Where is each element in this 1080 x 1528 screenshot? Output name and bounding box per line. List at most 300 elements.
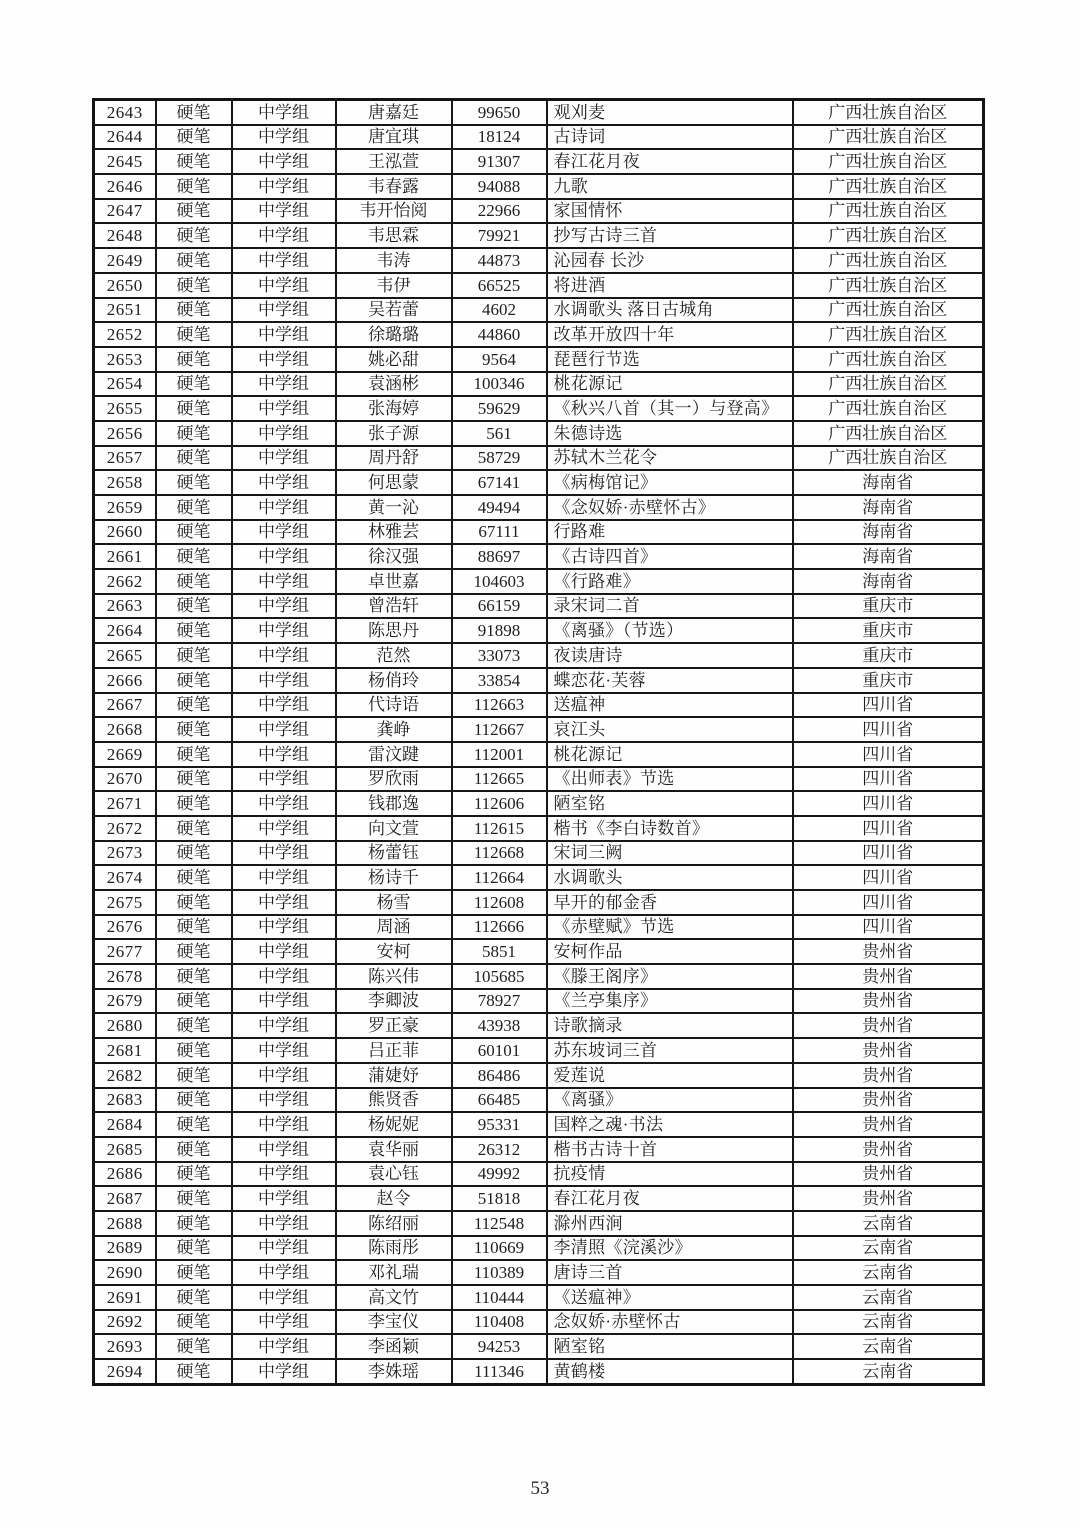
table-row	[94, 865, 984, 890]
table-row	[94, 717, 984, 742]
cell-contestant-name: 杨妮妮	[336, 1112, 452, 1137]
cell-pen-type: 硬笔	[156, 915, 232, 940]
table-row	[94, 1112, 984, 1137]
cell-contestant-name: 林雅芸	[336, 520, 452, 545]
cell-contestant-name: 熊贤香	[336, 1088, 452, 1113]
cell-serial-number: 2667	[94, 693, 156, 718]
table-row	[94, 199, 984, 224]
cell-province: 四川省	[793, 890, 984, 915]
cell-serial-number: 2684	[94, 1112, 156, 1137]
table-row	[94, 1236, 984, 1261]
cell-work-title: 夜读唐诗	[547, 643, 793, 668]
table-row	[94, 100, 984, 125]
cell-group: 中学组	[232, 989, 336, 1014]
table-row	[94, 470, 984, 495]
cell-contestant-name: 周丹舒	[336, 446, 452, 471]
cell-contestant-name: 姚必甜	[336, 347, 452, 372]
cell-province: 四川省	[793, 816, 984, 841]
table-row	[94, 594, 984, 619]
cell-pen-type: 硬笔	[156, 1334, 232, 1359]
cell-serial-number: 2691	[94, 1285, 156, 1310]
cell-entry-number: 43938	[452, 1013, 547, 1038]
cell-province: 重庆市	[793, 618, 984, 643]
cell-group: 中学组	[232, 273, 336, 298]
table-row	[94, 791, 984, 816]
cell-serial-number: 2648	[94, 223, 156, 248]
cell-province: 贵州省	[793, 1112, 984, 1137]
cell-group: 中学组	[232, 322, 336, 347]
cell-group: 中学组	[232, 100, 336, 125]
cell-contestant-name: 张子源	[336, 421, 452, 446]
cell-serial-number: 2663	[94, 594, 156, 619]
table-row	[94, 1063, 984, 1088]
cell-work-title: 《送瘟神》	[547, 1285, 793, 1310]
cell-entry-number: 58729	[452, 446, 547, 471]
table-row	[94, 816, 984, 841]
cell-pen-type: 硬笔	[156, 421, 232, 446]
cell-serial-number: 2686	[94, 1162, 156, 1187]
cell-group: 中学组	[232, 767, 336, 792]
cell-group: 中学组	[232, 1063, 336, 1088]
cell-work-title: 诗歌摘录	[547, 1013, 793, 1038]
table-row	[94, 1137, 984, 1162]
cell-work-title: 《兰亭集序》	[547, 989, 793, 1014]
cell-entry-number: 33854	[452, 668, 547, 693]
table-row	[94, 915, 984, 940]
cell-province: 广西壮族自治区	[793, 446, 984, 471]
cell-work-title: 沁园春 长沙	[547, 248, 793, 273]
cell-group: 中学组	[232, 693, 336, 718]
cell-entry-number: 33073	[452, 643, 547, 668]
cell-pen-type: 硬笔	[156, 520, 232, 545]
cell-province: 广西壮族自治区	[793, 298, 984, 323]
cell-serial-number: 2693	[94, 1334, 156, 1359]
cell-serial-number: 2681	[94, 1038, 156, 1063]
cell-group: 中学组	[232, 1186, 336, 1211]
cell-contestant-name: 李卿波	[336, 989, 452, 1014]
cell-province: 广西壮族自治区	[793, 396, 984, 421]
cell-work-title: 将进酒	[547, 273, 793, 298]
cell-group: 中学组	[232, 915, 336, 940]
cell-serial-number: 2662	[94, 569, 156, 594]
cell-group: 中学组	[232, 1359, 336, 1384]
cell-group: 中学组	[232, 1112, 336, 1137]
cell-group: 中学组	[232, 890, 336, 915]
cell-entry-number: 112001	[452, 742, 547, 767]
cell-entry-number: 112608	[452, 890, 547, 915]
cell-contestant-name: 张海婷	[336, 396, 452, 421]
cell-serial-number: 2677	[94, 939, 156, 964]
cell-contestant-name: 赵令	[336, 1186, 452, 1211]
cell-serial-number: 2653	[94, 347, 156, 372]
cell-contestant-name: 袁涵彬	[336, 372, 452, 397]
cell-contestant-name: 邓礼瑞	[336, 1260, 452, 1285]
cell-contestant-name: 罗欣雨	[336, 767, 452, 792]
cell-entry-number: 112668	[452, 841, 547, 866]
cell-serial-number: 2678	[94, 964, 156, 989]
cell-province: 广西壮族自治区	[793, 100, 984, 125]
table-row	[94, 939, 984, 964]
cell-work-title: 抗疫情	[547, 1162, 793, 1187]
cell-serial-number: 2690	[94, 1260, 156, 1285]
cell-group: 中学组	[232, 1310, 336, 1335]
cell-contestant-name: 韦思霖	[336, 223, 452, 248]
cell-group: 中学组	[232, 174, 336, 199]
table-row	[94, 347, 984, 372]
cell-serial-number: 2655	[94, 396, 156, 421]
cell-pen-type: 硬笔	[156, 544, 232, 569]
cell-entry-number: 44860	[452, 322, 547, 347]
cell-pen-type: 硬笔	[156, 989, 232, 1014]
cell-serial-number: 2647	[94, 199, 156, 224]
table-row	[94, 1186, 984, 1211]
cell-entry-number: 9564	[452, 347, 547, 372]
cell-serial-number: 2661	[94, 544, 156, 569]
cell-entry-number: 110408	[452, 1310, 547, 1335]
cell-entry-number: 112606	[452, 791, 547, 816]
cell-pen-type: 硬笔	[156, 742, 232, 767]
cell-pen-type: 硬笔	[156, 569, 232, 594]
cell-work-title: 《出师表》节选	[547, 767, 793, 792]
cell-work-title: 楷书《李白诗数首》	[547, 816, 793, 841]
cell-serial-number: 2656	[94, 421, 156, 446]
cell-serial-number: 2665	[94, 643, 156, 668]
cell-entry-number: 49494	[452, 495, 547, 520]
cell-contestant-name: 徐璐璐	[336, 322, 452, 347]
cell-pen-type: 硬笔	[156, 964, 232, 989]
results-table	[92, 98, 985, 1386]
cell-work-title: 《赤壁赋》节选	[547, 915, 793, 940]
cell-contestant-name: 杨蕾钰	[336, 841, 452, 866]
cell-pen-type: 硬笔	[156, 865, 232, 890]
cell-serial-number: 2672	[94, 816, 156, 841]
cell-entry-number: 86486	[452, 1063, 547, 1088]
cell-serial-number: 2652	[94, 322, 156, 347]
cell-serial-number: 2671	[94, 791, 156, 816]
cell-serial-number: 2685	[94, 1137, 156, 1162]
cell-contestant-name: 蒲婕妤	[336, 1063, 452, 1088]
cell-group: 中学组	[232, 618, 336, 643]
cell-serial-number: 2682	[94, 1063, 156, 1088]
cell-group: 中学组	[232, 149, 336, 174]
cell-pen-type: 硬笔	[156, 1137, 232, 1162]
cell-group: 中学组	[232, 199, 336, 224]
cell-entry-number: 112615	[452, 816, 547, 841]
cell-pen-type: 硬笔	[156, 322, 232, 347]
cell-group: 中学组	[232, 964, 336, 989]
cell-province: 重庆市	[793, 668, 984, 693]
cell-province: 贵州省	[793, 1162, 984, 1187]
cell-pen-type: 硬笔	[156, 594, 232, 619]
table-row	[94, 495, 984, 520]
cell-entry-number: 49992	[452, 1162, 547, 1187]
cell-group: 中学组	[232, 1260, 336, 1285]
cell-contestant-name: 韦涛	[336, 248, 452, 273]
cell-province: 云南省	[793, 1334, 984, 1359]
cell-contestant-name: 陈雨彤	[336, 1236, 452, 1261]
cell-entry-number: 44873	[452, 248, 547, 273]
cell-contestant-name: 袁华丽	[336, 1137, 452, 1162]
cell-serial-number: 2650	[94, 273, 156, 298]
cell-work-title: 安柯作品	[547, 939, 793, 964]
cell-pen-type: 硬笔	[156, 495, 232, 520]
cell-contestant-name: 陈兴伟	[336, 964, 452, 989]
cell-group: 中学组	[232, 470, 336, 495]
table-row	[94, 1162, 984, 1187]
cell-group: 中学组	[232, 939, 336, 964]
cell-serial-number: 2688	[94, 1211, 156, 1236]
cell-serial-number: 2679	[94, 989, 156, 1014]
cell-contestant-name: 杨诗千	[336, 865, 452, 890]
cell-group: 中学组	[232, 643, 336, 668]
cell-contestant-name: 安柯	[336, 939, 452, 964]
cell-entry-number: 94253	[452, 1334, 547, 1359]
cell-serial-number: 2675	[94, 890, 156, 915]
cell-entry-number: 5851	[452, 939, 547, 964]
cell-province: 广西壮族自治区	[793, 223, 984, 248]
table-row	[94, 693, 984, 718]
table-row	[94, 125, 984, 150]
cell-province: 贵州省	[793, 989, 984, 1014]
cell-contestant-name: 周涵	[336, 915, 452, 940]
cell-pen-type: 硬笔	[156, 693, 232, 718]
cell-contestant-name: 龚峥	[336, 717, 452, 742]
cell-work-title: 桃花源记	[547, 742, 793, 767]
cell-contestant-name: 韦伊	[336, 273, 452, 298]
cell-serial-number: 2659	[94, 495, 156, 520]
cell-entry-number: 112663	[452, 693, 547, 718]
table-row	[94, 520, 984, 545]
cell-serial-number: 2676	[94, 915, 156, 940]
cell-contestant-name: 袁心钰	[336, 1162, 452, 1187]
cell-entry-number: 26312	[452, 1137, 547, 1162]
cell-work-title: 《滕王阁序》	[547, 964, 793, 989]
cell-group: 中学组	[232, 816, 336, 841]
cell-group: 中学组	[232, 717, 336, 742]
cell-pen-type: 硬笔	[156, 618, 232, 643]
cell-serial-number: 2666	[94, 668, 156, 693]
cell-contestant-name: 陈绍丽	[336, 1211, 452, 1236]
table-row	[94, 1359, 984, 1384]
cell-province: 云南省	[793, 1310, 984, 1335]
cell-serial-number: 2644	[94, 125, 156, 150]
cell-pen-type: 硬笔	[156, 1310, 232, 1335]
cell-province: 海南省	[793, 544, 984, 569]
cell-pen-type: 硬笔	[156, 717, 232, 742]
cell-province: 重庆市	[793, 594, 984, 619]
cell-entry-number: 18124	[452, 125, 547, 150]
table-row	[94, 1310, 984, 1335]
cell-entry-number: 112667	[452, 717, 547, 742]
cell-work-title: 滁州西涧	[547, 1211, 793, 1236]
cell-province: 广西壮族自治区	[793, 322, 984, 347]
table-row	[94, 174, 984, 199]
cell-entry-number: 104603	[452, 569, 547, 594]
cell-group: 中学组	[232, 248, 336, 273]
cell-work-title: 水调歌头 落日古城角	[547, 298, 793, 323]
cell-work-title: 哀江头	[547, 717, 793, 742]
cell-province: 广西壮族自治区	[793, 199, 984, 224]
table-row	[94, 569, 984, 594]
cell-work-title: 水调歌头	[547, 865, 793, 890]
cell-serial-number: 2651	[94, 298, 156, 323]
table-row	[94, 742, 984, 767]
cell-serial-number: 2670	[94, 767, 156, 792]
cell-province: 四川省	[793, 767, 984, 792]
table-row	[94, 1088, 984, 1113]
cell-province: 贵州省	[793, 1063, 984, 1088]
table-row	[94, 1285, 984, 1310]
cell-serial-number: 2674	[94, 865, 156, 890]
cell-work-title: 早开的郁金香	[547, 890, 793, 915]
cell-pen-type: 硬笔	[156, 174, 232, 199]
cell-work-title: 宋词三阙	[547, 841, 793, 866]
cell-serial-number: 2673	[94, 841, 156, 866]
cell-entry-number: 112665	[452, 767, 547, 792]
cell-pen-type: 硬笔	[156, 1162, 232, 1187]
cell-entry-number: 112548	[452, 1211, 547, 1236]
cell-work-title: 朱德诗选	[547, 421, 793, 446]
cell-province: 贵州省	[793, 1013, 984, 1038]
cell-province: 云南省	[793, 1359, 984, 1384]
cell-pen-type: 硬笔	[156, 149, 232, 174]
cell-work-title: 桃花源记	[547, 372, 793, 397]
table-row	[94, 446, 984, 471]
cell-group: 中学组	[232, 1236, 336, 1261]
cell-contestant-name: 高文竹	[336, 1285, 452, 1310]
cell-pen-type: 硬笔	[156, 396, 232, 421]
cell-entry-number: 112664	[452, 865, 547, 890]
table-row	[94, 273, 984, 298]
cell-pen-type: 硬笔	[156, 347, 232, 372]
cell-group: 中学组	[232, 520, 336, 545]
cell-entry-number: 88697	[452, 544, 547, 569]
cell-serial-number: 2657	[94, 446, 156, 471]
cell-pen-type: 硬笔	[156, 1088, 232, 1113]
cell-province: 贵州省	[793, 1186, 984, 1211]
table-row	[94, 964, 984, 989]
cell-pen-type: 硬笔	[156, 1236, 232, 1261]
cell-contestant-name: 范然	[336, 643, 452, 668]
cell-pen-type: 硬笔	[156, 1285, 232, 1310]
cell-serial-number: 2689	[94, 1236, 156, 1261]
cell-group: 中学组	[232, 1038, 336, 1063]
cell-work-title: 国粹之魂·书法	[547, 1112, 793, 1137]
table-row	[94, 149, 984, 174]
cell-province: 四川省	[793, 865, 984, 890]
cell-work-title: 楷书古诗十首	[547, 1137, 793, 1162]
cell-pen-type: 硬笔	[156, 1063, 232, 1088]
cell-entry-number: 110444	[452, 1285, 547, 1310]
cell-work-title: 送瘟神	[547, 693, 793, 718]
table-row	[94, 372, 984, 397]
table-row	[94, 841, 984, 866]
cell-group: 中学组	[232, 298, 336, 323]
cell-entry-number: 66485	[452, 1088, 547, 1113]
cell-pen-type: 硬笔	[156, 767, 232, 792]
cell-province: 贵州省	[793, 964, 984, 989]
cell-contestant-name: 李函颖	[336, 1334, 452, 1359]
cell-group: 中学组	[232, 865, 336, 890]
cell-contestant-name: 罗正豪	[336, 1013, 452, 1038]
cell-group: 中学组	[232, 742, 336, 767]
table-row	[94, 1260, 984, 1285]
cell-serial-number: 2658	[94, 470, 156, 495]
cell-province: 海南省	[793, 520, 984, 545]
cell-province: 海南省	[793, 569, 984, 594]
cell-province: 海南省	[793, 495, 984, 520]
cell-entry-number: 22966	[452, 199, 547, 224]
cell-work-title: 《古诗四首》	[547, 544, 793, 569]
cell-work-title: 苏东坡词三首	[547, 1038, 793, 1063]
cell-entry-number: 91307	[452, 149, 547, 174]
cell-work-title: 《病梅馆记》	[547, 470, 793, 495]
cell-work-title: 《行路难》	[547, 569, 793, 594]
cell-pen-type: 硬笔	[156, 273, 232, 298]
cell-group: 中学组	[232, 569, 336, 594]
cell-pen-type: 硬笔	[156, 223, 232, 248]
cell-contestant-name: 唐嘉廷	[336, 100, 452, 125]
cell-group: 中学组	[232, 544, 336, 569]
cell-group: 中学组	[232, 223, 336, 248]
cell-contestant-name: 曾浩轩	[336, 594, 452, 619]
cell-contestant-name: 杨俏玲	[336, 668, 452, 693]
table-row	[94, 421, 984, 446]
cell-province: 四川省	[793, 915, 984, 940]
cell-province: 云南省	[793, 1211, 984, 1236]
cell-work-title: 蝶恋花·芙蓉	[547, 668, 793, 693]
cell-contestant-name: 徐汉强	[336, 544, 452, 569]
table-row	[94, 890, 984, 915]
cell-work-title: 行路难	[547, 520, 793, 545]
cell-contestant-name: 向文萱	[336, 816, 452, 841]
cell-contestant-name: 吕正菲	[336, 1038, 452, 1063]
cell-entry-number: 51818	[452, 1186, 547, 1211]
cell-contestant-name: 雷汶踺	[336, 742, 452, 767]
cell-serial-number: 2692	[94, 1310, 156, 1335]
table-row	[94, 668, 984, 693]
table-row	[94, 989, 984, 1014]
cell-province: 广西壮族自治区	[793, 372, 984, 397]
cell-province: 四川省	[793, 841, 984, 866]
cell-entry-number: 67111	[452, 520, 547, 545]
cell-group: 中学组	[232, 347, 336, 372]
cell-pen-type: 硬笔	[156, 1260, 232, 1285]
cell-contestant-name: 钱郡逸	[336, 791, 452, 816]
cell-work-title: 琵琶行节选	[547, 347, 793, 372]
cell-pen-type: 硬笔	[156, 100, 232, 125]
cell-pen-type: 硬笔	[156, 446, 232, 471]
cell-serial-number: 2643	[94, 100, 156, 125]
cell-entry-number: 67141	[452, 470, 547, 495]
cell-work-title: 《离骚》	[547, 1088, 793, 1113]
cell-group: 中学组	[232, 372, 336, 397]
cell-pen-type: 硬笔	[156, 791, 232, 816]
cell-entry-number: 91898	[452, 618, 547, 643]
table-row	[94, 223, 984, 248]
cell-pen-type: 硬笔	[156, 1013, 232, 1038]
cell-work-title: 观刈麦	[547, 100, 793, 125]
table-row	[94, 643, 984, 668]
cell-group: 中学组	[232, 668, 336, 693]
cell-pen-type: 硬笔	[156, 470, 232, 495]
table-body	[94, 100, 984, 1385]
cell-province: 广西壮族自治区	[793, 347, 984, 372]
cell-group: 中学组	[232, 841, 336, 866]
cell-pen-type: 硬笔	[156, 841, 232, 866]
cell-group: 中学组	[232, 421, 336, 446]
cell-contestant-name: 杨雪	[336, 890, 452, 915]
